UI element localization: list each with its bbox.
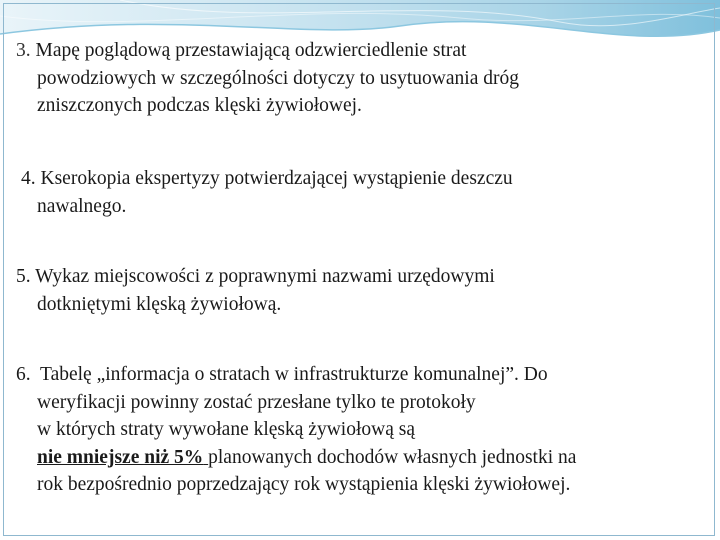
item-text-line: nawalnego. (37, 195, 127, 217)
item-text-line: planowanych dochodów własnych jednostki na (208, 446, 577, 468)
item-number: 5. (16, 266, 31, 287)
item-text-line: Wykaz miejscowości z poprawnymi nazwami urzędowymi (35, 266, 495, 287)
list-item-4 (16, 165, 706, 220)
list-item-3 (16, 37, 706, 120)
item-text-line: w których straty wywołane klęską żywiołową są (37, 419, 415, 440)
item-text-line: Tabelę „informacja o stratach w infrastrukturze komunalnej”. Do (40, 364, 548, 385)
item-text-line: rok bezpośrednio poprzedzający rok wystąpienia klęski żywiołowej. (37, 474, 571, 495)
emphasis-threshold: nie mniejsze niż 5% (37, 446, 204, 468)
item-text-line: dotkniętymi klęską żywiołową. (37, 293, 282, 315)
item-number: 4. (21, 168, 36, 189)
item-text-line: Mapę poglądową przestawiającą odzwierciedlenie strat (35, 40, 467, 61)
item-text-line: Kserokopia ekspertyzy potwierdzającej wystąpienie deszczu (40, 168, 513, 189)
item-number: 6. (16, 364, 31, 385)
list-item-5 (16, 263, 706, 318)
item-text-line: powodziowych w szczególności dotyczy to usytuowania dróg (37, 67, 519, 89)
item-text-line: zniszczonych podczas klęski żywiołowej. (37, 95, 362, 116)
list-item-6 (16, 361, 706, 499)
item-text-line: weryfikacji powinny zostać przesłane tylko te protokoły (37, 391, 476, 413)
item-number: 3. (16, 40, 31, 61)
